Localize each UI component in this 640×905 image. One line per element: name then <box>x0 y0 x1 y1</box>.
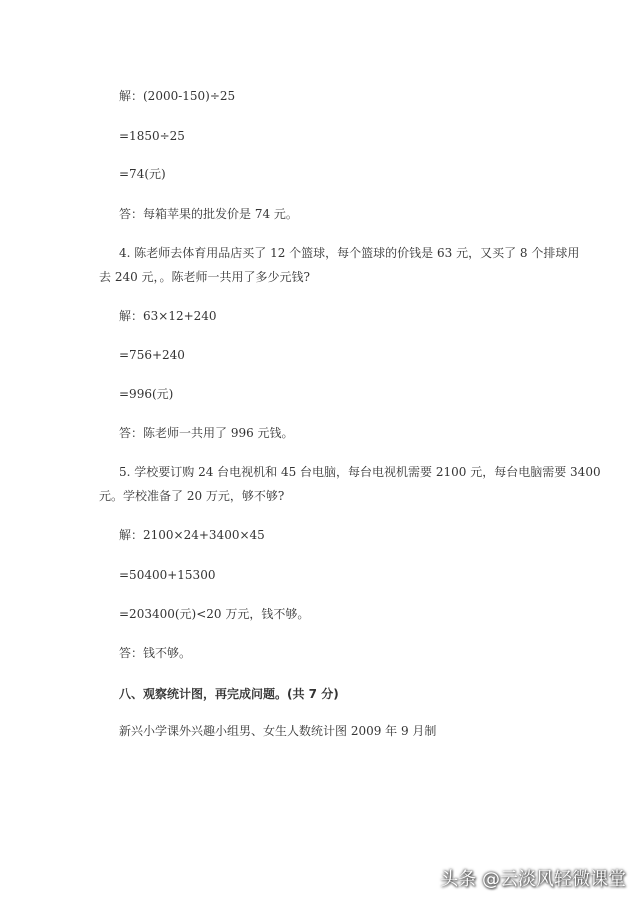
solution-5-step-1: 解：2100×24+3400×45 <box>119 528 265 542</box>
solution-3-step-2: =1850÷25 <box>119 129 185 143</box>
answer-4: 答：陈老师一共用了 996 元钱。 <box>119 426 294 440</box>
answer-3: 答：每箱苹果的批发价是 74 元。 <box>119 207 298 221</box>
solution-3-step-1: 解：(2000-150)÷25 <box>119 89 236 103</box>
chart-caption: 新兴小学课外兴趣小组男、女生人数统计图 2009 年 9 月制 <box>119 724 437 738</box>
question-5-line-1: 5. 学校要订购 24 台电视机和 45 台电脑，每台电视机需要 2100 元，每台电脑需要 3400 <box>119 465 601 479</box>
solution-4-step-3: =996(元) <box>119 387 174 401</box>
question-5-line-2: 元。学校准备了 20 万元，够不够? <box>99 489 285 503</box>
question-4-line-1: 4. 陈老师去体育用品店买了 12 个篮球，每个篮球的价钱是 63 元，又买了 8 个排球用 <box>119 246 580 260</box>
solution-3-step-3: =74(元) <box>119 167 166 181</box>
solution-5-step-2: =50400+15300 <box>119 568 216 582</box>
solution-5-step-3: =203400(元)<20 万元，钱不够。 <box>119 607 310 621</box>
solution-4-step-2: =756+240 <box>119 348 185 362</box>
question-4-line-2: 去 240 元，。陈老师一共用了多少元钱? <box>99 270 310 284</box>
section-8-heading: 八、观察统计图，再完成问题。(共 7 分) <box>119 687 339 701</box>
watermark: 头条 @云淡风轻微课堂 <box>440 869 626 890</box>
solution-4-step-1: 解：63×12+240 <box>119 309 217 323</box>
answer-5: 答：钱不够。 <box>119 646 192 660</box>
